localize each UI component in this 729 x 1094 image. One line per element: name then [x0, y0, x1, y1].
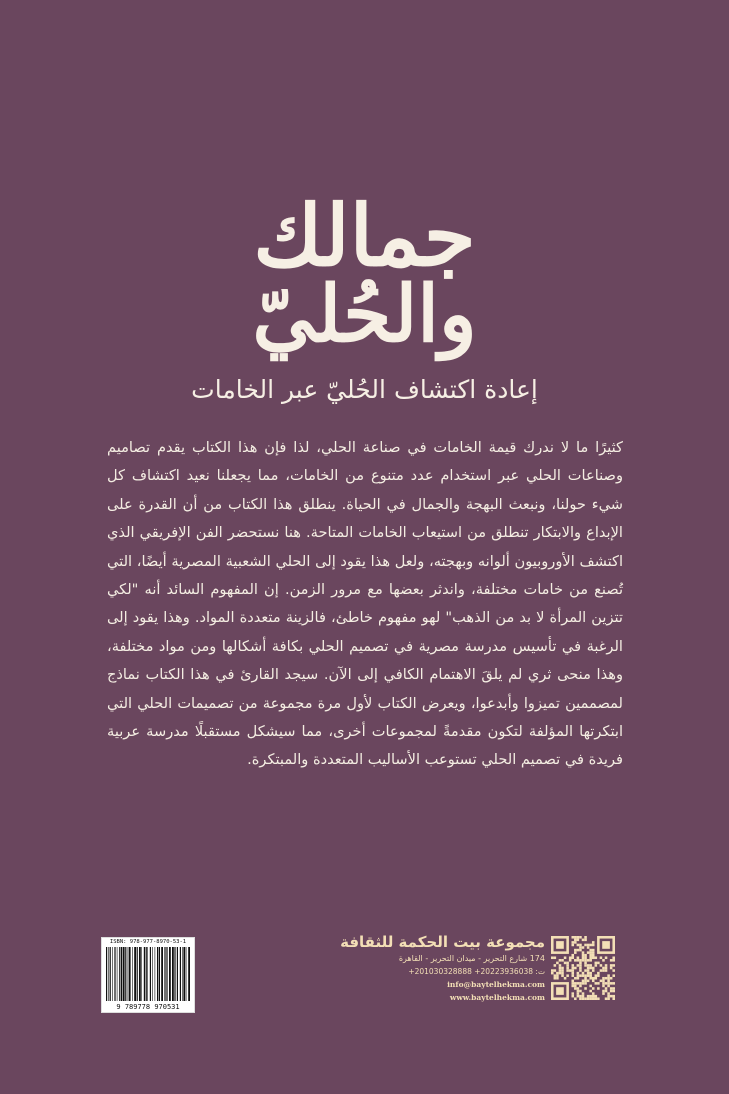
publisher-phones: +201030328888 +20223936038 :ت: [408, 967, 545, 976]
barcode-bars-icon: [106, 947, 190, 1001]
isbn-digits: 9 789778 970531: [116, 1003, 180, 1011]
publisher-website: www.baytelhekma.com: [449, 993, 545, 1002]
isbn-barcode: [101, 937, 195, 1013]
isbn-label: ISBN: 978-977-8970-53-1: [109, 939, 187, 945]
book-title-line-1: جمالك: [253, 186, 476, 285]
book-title-line-2: والحُليّ: [252, 269, 477, 360]
book-subtitle: إعادة اكتشاف الحُليّ عبر الخامات: [191, 375, 538, 404]
publisher-address: 174 شارع التحرير - ميدان التحرير - القاهرة: [398, 954, 545, 963]
publisher-info: [340, 932, 545, 1004]
book-blurb: كثيرًا ما لا ندرك قيمة الخامات في صناعة الحلي، لذا فإن هذا الكتاب يقدم تصاميم وصناعات الحلي عبر استخدام عدد متنوع من الخامات، مما يجعلنا نعيد اكتشاف كل شيء حولنا، ونبعث البهجة والجمال في الحياة. ينطلق هذا الكتاب من أن القدرة على الإبداع والابتكار تنطلق من استيعاب الخامات المتاحة. هنا نستحضر الفن الإفريقي الذي اكتشف الأوروبيون ألوانه وبهجته، ولعل هذا يقود إلى الحلي الشعبية المصرية أيضًا، التي تُصنع من خامات مختلفة، واندثر بعضها مع مرور الزمن. إن المفهوم السائد أنه "لكي تتزين المرأة لا بد من الذهب" لهو مفهوم خاطئ، فالزينة متعددة المواد. وهذا يقود إلى الرغبة في تأسيس مدرسة مصرية في تصميم الحلي بكافة أشكالها ومن مواد مختلفة، وهذا منحى ثري لم يلقَ الاهتمام الكافي إلى الآن. سيجد القارئ في هذا الكتاب نماذج لمصممين تميزوا وأبدعوا، ويعرض الكتاب لأول مرة مجموعة من تصميمات الحلي التي ابتكرتها المؤلفة لتكون مقدمةً لمجموعات أخرى، مما سيشكل مستقبلًا مدرسة عربية فريدة في تصميم الحلي تستوعب الأساليب المتعددة والمبتكرة.: [107, 439, 623, 769]
qr-code-icon: [551, 936, 615, 1000]
publisher-email: info@baytelhekma.com: [447, 980, 545, 989]
publisher-name: مجموعة بيت الحكمة للثقافة: [340, 933, 545, 951]
